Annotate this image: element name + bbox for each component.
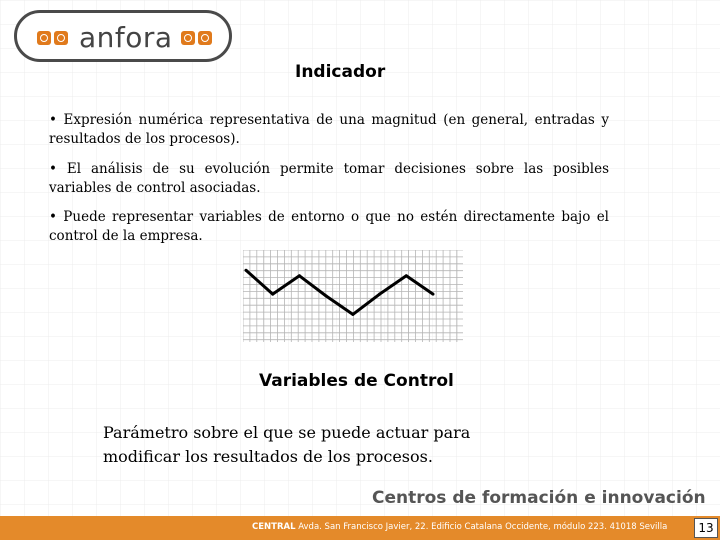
footer-address-text: Avda. San Francisco Javier, 22. Edificio Catalana Occidente, módulo 223. 41018 Sevilla [298,522,668,532]
logo-square-icon [37,31,51,45]
paragraph-entorno: • Puede representar variables de entorno o que no estén directamente bajo el control de la empresa. [49,209,609,244]
data-point [378,293,381,296]
definition-text [103,421,470,469]
slide-title: Indicador [295,62,386,82]
data-point [351,313,354,316]
footer-address [252,522,667,532]
data-point [271,293,274,296]
definition-line: modificar los resultados de los procesos. [103,447,433,466]
section-subtitle: Variables de Control [259,371,454,391]
logo-square-icon [198,31,212,45]
footer-title: Centros de formación e innovación [372,488,706,508]
logo-square-icon [54,31,68,45]
data-point [432,293,435,296]
logo-square-icon [181,31,195,45]
footer-org: CENTRAL [252,522,296,532]
data-point [405,274,408,277]
indicator-chart [243,250,463,342]
page-number: 13 [694,518,718,538]
paragraph-analisis: • El análisis de su evolución permite tomar decisiones sobre las posibles variables de control asociadas. [49,161,609,196]
data-point [245,269,248,272]
data-point [298,274,301,277]
paragraph-expresion: • Expresión numérica representativa de una magnitud (en general, entradas y resultados de los procesos). [49,112,609,147]
brand-name: anfora [79,21,173,54]
definition-line: Parámetro sobre el que se puede actuar para [103,423,471,442]
data-point [325,295,328,298]
brand-logo [14,10,232,62]
